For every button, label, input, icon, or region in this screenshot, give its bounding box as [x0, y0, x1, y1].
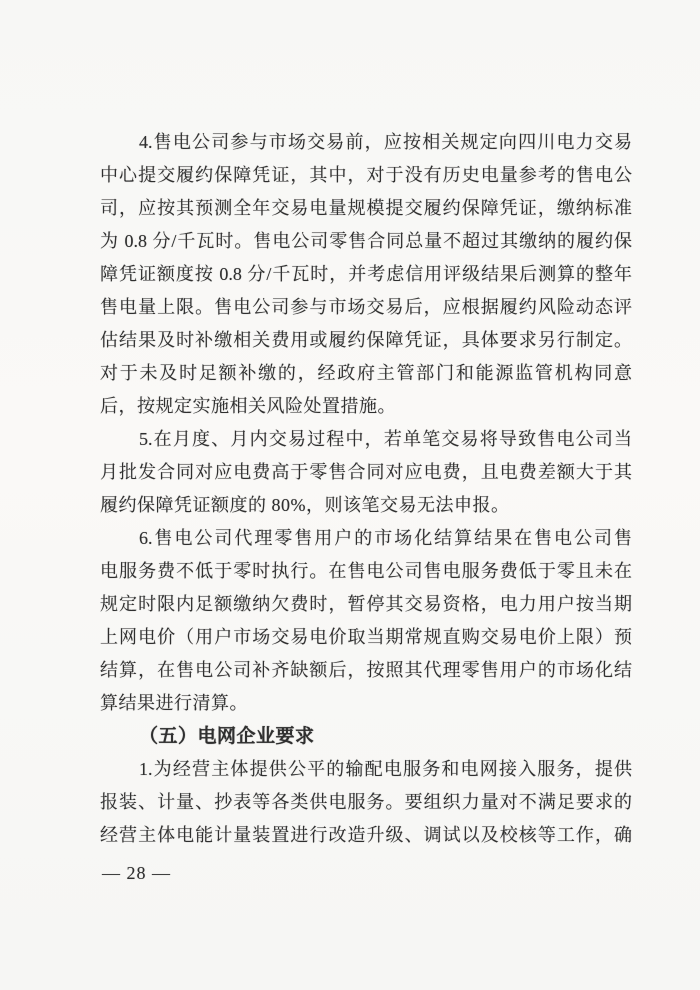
text-line: 后，按规定实施相关风险处置措施。: [100, 396, 396, 416]
text-line: 履约保障凭证额度的 80%，则该笔交易无法申报。: [100, 495, 510, 515]
text-line: 中心提交履约保障凭证，其中，对于没有历史电量参考的售电公: [100, 165, 632, 185]
text-line: 4.售电公司参与市场交易前，应按相关规定向四川电力交易: [139, 132, 632, 152]
text-line: 售电量上限。售电公司参与市场交易后，应根据履约风险动态评: [100, 297, 632, 317]
text-line: 规定时限内足额缴纳欠费时，暂停其交易资格，电力用户按当期: [100, 594, 632, 614]
text-line: 对于未及时足额补缴的，经政府主管部门和能源监管机构同意: [100, 363, 632, 383]
text-line: 月批发合同对应电费高于零售合同对应电费，且电费差额大于其: [100, 462, 632, 482]
text-line: 5.在月度、月内交易过程中，若单笔交易将导致售电公司当: [139, 429, 632, 449]
text-line: 障凭证额度按 0.8 分/千瓦时，并考虑信用评级结果后测算的整年: [100, 264, 632, 284]
text-line: 经营主体电能计量装置进行改造升级、调试以及校核等工作，确: [100, 825, 632, 845]
text-line: 上网电价（用户市场交易电价取当期常规直购交易电价上限）预: [100, 627, 632, 647]
text-line: 6.售电公司代理零售用户的市场化结算结果在售电公司售: [139, 528, 632, 548]
text-line: 为 0.8 分/千瓦时。售电公司零售合同总量不超过其缴纳的履约保: [100, 231, 632, 251]
page-number: — 28 —: [102, 863, 171, 883]
document-body: [100, 126, 632, 852]
text-line: 估结果及时补缴相关费用或履约保障凭证，具体要求另行制定。: [100, 330, 632, 350]
text-line: 1.为经营主体提供公平的输配电服务和电网接入服务，提供: [139, 759, 632, 779]
text-line: 报装、计量、抄表等各类供电服务。要组织力量对不满足要求的: [100, 792, 632, 812]
text-line: 结算，在售电公司补齐缺额后，按照其代理零售用户的市场化结: [100, 660, 632, 680]
section-heading: （五）电网企业要求: [139, 726, 315, 747]
text-line: 电服务费不低于零时执行。在售电公司售电服务费低于零且未在: [100, 561, 632, 581]
text-line: 司，应按其预测全年交易电量规模提交履约保障凭证，缴纳标准: [100, 198, 632, 218]
text-line: 算结果进行清算。: [100, 693, 248, 713]
